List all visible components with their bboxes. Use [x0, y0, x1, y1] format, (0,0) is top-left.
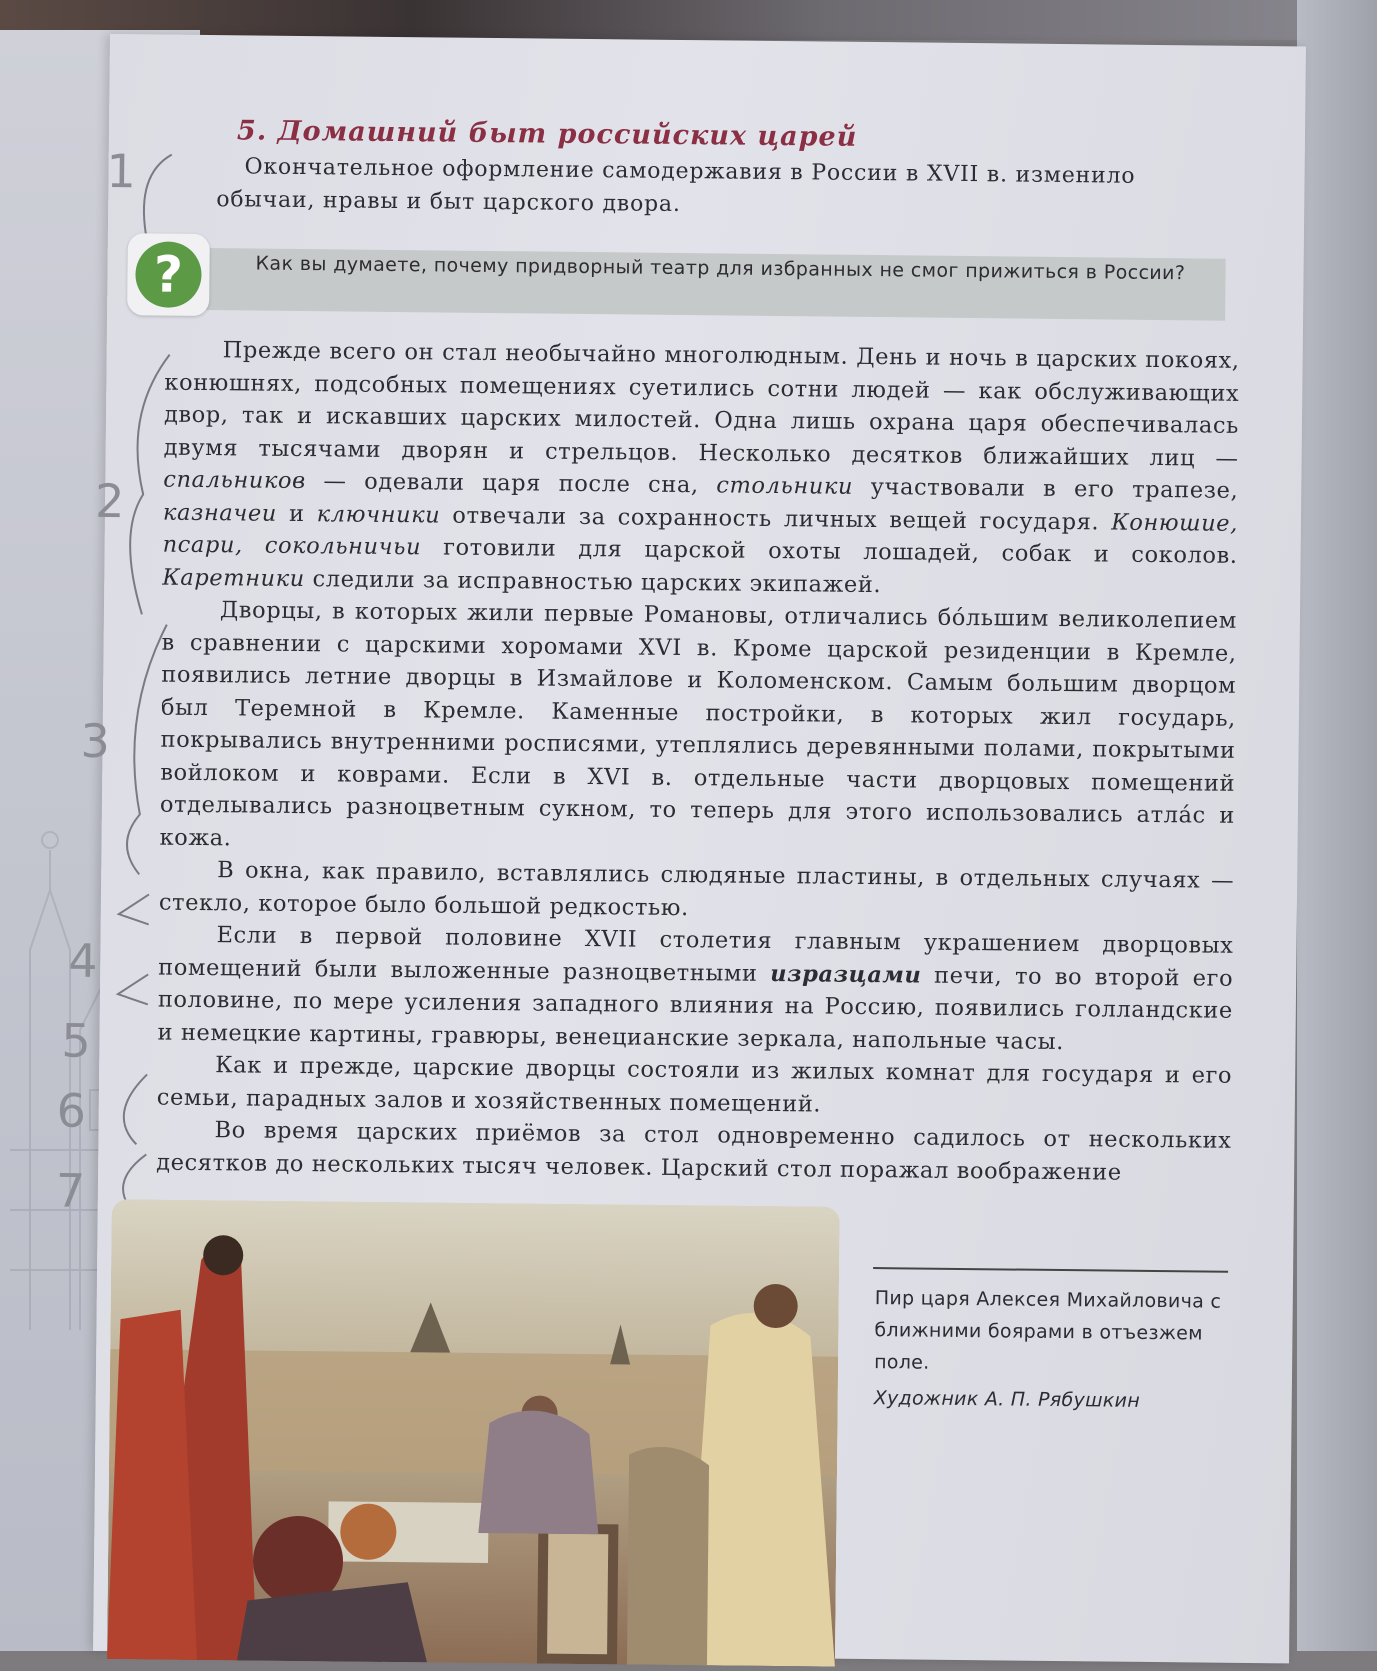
question-mark-icon [127, 233, 210, 316]
paragraph-4 [157, 919, 1233, 1060]
caption-artist: Художник А. П. Рябушкин [873, 1387, 1141, 1412]
term: Конюшие, псари, сокольничьи [162, 509, 1239, 561]
figure-caption [874, 1282, 1235, 1418]
text: следили за исправностью царских экипажей. [304, 565, 882, 598]
caption-text: Пир царя Алексея Михайловича с ближними боярами в отъезжем поле. [874, 1287, 1222, 1374]
margin-note: 5 [61, 1013, 92, 1068]
section-title: 5. Домашний быт российских царей [236, 115, 858, 153]
textbook-page [55, 34, 1306, 1663]
margin-note: 6 [56, 1083, 87, 1138]
painting-image [107, 1199, 840, 1667]
margin-note: 3 [80, 713, 111, 769]
term: ключники [316, 500, 441, 528]
main-text [156, 334, 1240, 1190]
margin-note: 7 [55, 1163, 86, 1218]
text: отвечали за сохранность личных вещей государя. [440, 501, 1112, 536]
paragraph-3: В окна, как правило, вставлялись слюдяные пластины, в отдельных случаях — стекло, которое было большой редкостью. [158, 857, 1235, 921]
background-bookshelf [0, 0, 1377, 40]
question-box [145, 241, 1226, 322]
margin-note: 1 [106, 143, 137, 199]
intro-paragraph: Окончательное оформление самодержавия в России в XVII в. изменило обычаи, нравы и быт царского двора. [216, 154, 1136, 217]
term: изразцами [770, 960, 922, 989]
term: спальников [163, 466, 306, 495]
margin-note: 2 [94, 473, 125, 529]
margin-note: 4 [68, 933, 98, 988]
text: и [276, 500, 317, 527]
right-page-edge [1297, 0, 1377, 1651]
paragraph-5: Как и прежде, царские дворцы состояли из жилых комнат для государя и его семьи, парадных залов и хозяйственных помещений. [156, 1052, 1233, 1118]
painting-feast [107, 1199, 840, 1667]
text: печи, то во второй его половине, по мере усиления западного влияния на Россию, появились голландские и немецкие картины, гравюры, венецианские зеркала, напольные часы. [157, 962, 1234, 1055]
question-mark-circle: ? [135, 241, 202, 308]
term: стольники [716, 472, 854, 500]
term: казначеи [162, 499, 278, 527]
paragraph-2: Дворцы, в которых жили первые Романовы, отличались бóльшим великолепием в сравнении с царскими хоромами XVI в. Кроме царской резиденции в Кремле, появились летние дворцы в Измайлове и Коломенском. Самым большим дворцом был Теремной в Кремле. Каменные постройки, в которых жил государь, покрывались внутренними росписями, утеплялись деревянными полами, покрытыми войлоком и коврами. Если в XVI в. отдельные части дворцовых помещений отделывались разноцветным сукном, то теперь для этого использовались атлáс и кожа. [159, 597, 1238, 851]
caption-divider [873, 1267, 1228, 1273]
question-text: Как вы думаете, почему придворный театр для избранных не смог прижиться в России? [255, 252, 1186, 285]
term: Каретники [162, 564, 305, 592]
paragraph-6: Во время царских приёмов за стол одновременно садилось от нескольких десятков до нескольких тысяч человек. Царский стол поражал воображение [156, 1117, 1232, 1186]
text: Если в первой половине XVII столетия главным украшением дворцовых помещений были выложенные разноцветными [158, 922, 1234, 987]
text: участвовали в его трапезе, [852, 473, 1239, 504]
text: — одевали царя после сна, [305, 468, 717, 499]
text: Прежде всего он стал необычайно многолюдным. День и ночь в царских покоях, конюшнях, подсобных помещениях суетились сотни людей — как обслуживающих двор, так и искавших царских милостей. Одна лишь охрана царя обеспечивалась двумя тысячами дворян и стрельцов. Несколько десятков ближайших лиц — [163, 337, 1240, 472]
page-content [55, 114, 1240, 1218]
paragraph-1 [162, 334, 1240, 605]
text: готовили для царской охоты лошадей, собак и соколов. [421, 534, 1238, 569]
